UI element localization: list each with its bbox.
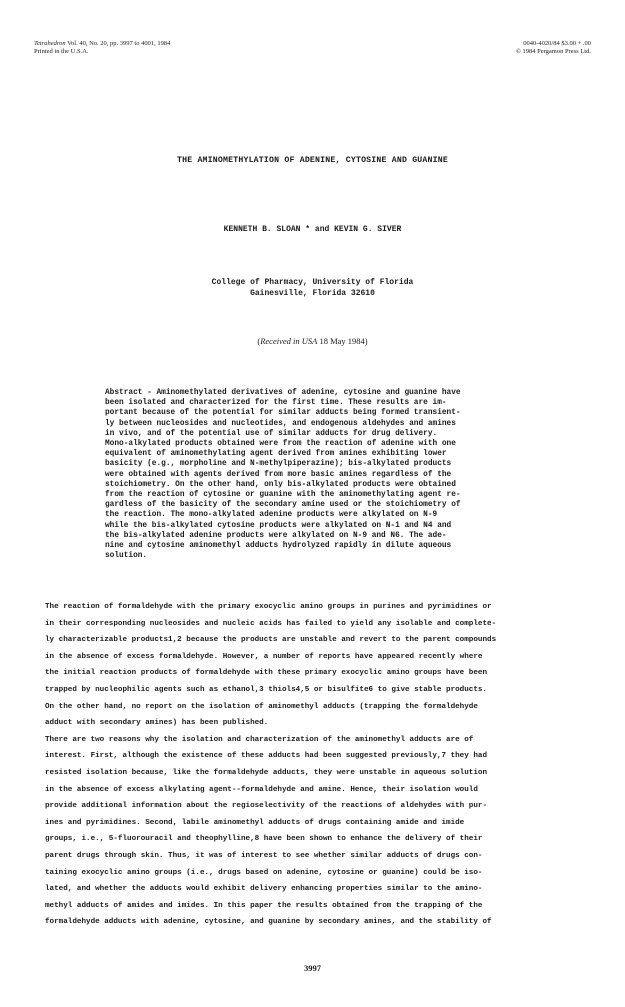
- body-line: groups, i.e., 5-fluorouracil and theophylline,8 have been shown to enhance the delivery of their: [45, 835, 483, 844]
- abstract-line: been isolated and characterized for the first time. These results are im-: [105, 399, 447, 408]
- body-line: On the other hand, no report on the isolation of aminomethyl adducts (trapping the formaldehyde: [45, 702, 478, 711]
- page-number: 3997: [304, 963, 321, 973]
- abstract-line: ly between nucleosides and nucleotides, and endogenous aldehydes and amines: [105, 419, 456, 428]
- body-line: lated, and whether the adducts would exhibit delivery enhancing properties similar to the amino-: [45, 885, 483, 894]
- paper-authors: KENNETH B. SLOAN * and KEVIN G. SIVER: [223, 225, 402, 234]
- body-line: There are two reasons why the isolation and characterization of the aminomethyl adducts are of: [45, 735, 474, 744]
- body-line: in the absence of excess alkylating agent--formaldehyde and amine. Hence, their isolation would: [45, 785, 478, 794]
- body-line: formaldehyde adducts with adenine, cytosine, and guanine by secondary amines, and the stability of: [45, 918, 492, 927]
- article-code: 0040-4020/84 $3.00 + .00: [523, 40, 591, 47]
- abstract-line: Mono-alkylated products obtained were from the reaction of adenine with one: [105, 440, 456, 449]
- abstract-line: basicity (e.g., morpholine and N-methylpiperazine); bis-alkylated products: [105, 460, 452, 469]
- abstract-line: the bis-alkylated adenine products were alkylated on N-9 and N6. The ade-: [105, 531, 447, 540]
- body-line: parent drugs through skin. Thus, it was of interest to see whether similar adducts of drugs con-: [45, 851, 483, 860]
- affiliation: [0, 277, 625, 299]
- body-line: in the absence of excess formaldehyde. However, a number of reports have appeared recently where: [45, 652, 483, 661]
- abstract-line: gardless of the basicity of the secondary amine used or the stoichiometry of: [105, 501, 461, 510]
- abstract-line: while the bis-alkylated cytosine products were alkylated on N-1 and N4 and: [105, 521, 452, 530]
- body-text: [45, 599, 595, 931]
- body-line: adduct with secondary amines) has been published.: [45, 719, 269, 728]
- abstract: [105, 388, 535, 561]
- copyright: © 1984 Pergamon Press Ltd.: [515, 48, 591, 55]
- abstract-line: were obtained with agents derived from more basic amines regardless of the: [105, 470, 452, 479]
- body-line: methyl adducts of amides and imides. In this paper the results obtained from the trapping of the: [45, 901, 483, 910]
- body-line: resisted isolation because, like the formaldehyde adducts, they were unstable in aqueous solution: [45, 768, 488, 777]
- received-date: (Received in USA 18 May 1984): [257, 336, 368, 346]
- affiliation-line-1: College of Pharmacy, University of Florida: [211, 278, 414, 287]
- abstract-line: equivalent of aminomethylating agent derived from amines exhibiting lower: [105, 450, 447, 459]
- body-line: taining exocyclic amino groups (i.e., drugs based on adenine, cytosine or guanine) could be iso-: [45, 868, 483, 877]
- body-line: interest. First, although the existence of these adducts had been suggested previously,7 they had: [45, 752, 488, 761]
- abstract-line: stoichiometry. On the other hand, only bis-alkylated products were obtained: [105, 480, 456, 489]
- paper-title: THE AMINOMETHYLATION OF ADENINE, CYTOSINE AND GUANINE: [176, 156, 448, 165]
- abstract-line: nine and cytosine aminomethyl adducts hydrolyzed rapidly in dilute aqueous: [105, 542, 452, 551]
- body-line: the initial reaction products of formaldehyde with these primary exocyclic amino groups have been: [45, 669, 488, 678]
- body-line: The reaction of formaldehyde with the primary exocyclic amino groups in purines and pyrimidines or: [45, 603, 492, 611]
- body-line: in their corresponding nucleosides and nucleic acids has failed to yield any isolable and complete-: [45, 619, 497, 628]
- affiliation-line-2: Gainesville, Florida 32610: [250, 289, 375, 298]
- abstract-line: from the reaction of cytosine or guanine with the aminomethylating agent re-: [105, 491, 461, 500]
- body-line: trapped by nucleophilic agents such as ethanol,3 thiols4,5 or bisulfite6 to give stable products.: [45, 685, 488, 694]
- abstract-line: Abstract - Aminomethylated derivatives of adenine, cytosine and guanine have: [105, 389, 461, 397]
- body-line: ines and pyrimidines. Second, labile aminomethyl adducts of drugs containing amide and imide: [45, 818, 465, 827]
- printed-location: Printed in the U.S.A.: [34, 48, 89, 55]
- body-line: ly characterizable products1,2 because the products are unstable and revert to the parent compounds: [45, 636, 497, 645]
- abstract-line: in vivo, and of the potential use of similar adducts for drug delivery.: [105, 429, 438, 438]
- abstract-line: portant because of the potential for similar adducts being formed transient-: [105, 409, 461, 418]
- publisher-header: [516, 40, 591, 56]
- abstract-line: the reaction. The mono-alkylated adenine products were alkylated on N-9: [105, 511, 438, 520]
- body-line: provide additional information about the regioselectivity of the reactions of aldehydes with pur-: [45, 802, 488, 811]
- journal-header: [34, 40, 170, 56]
- journal-citation: Tetrahedron Vol. 40, No. 20, pp. 3997 to 4001, 1984: [34, 40, 171, 47]
- abstract-line: solution.: [105, 552, 148, 561]
